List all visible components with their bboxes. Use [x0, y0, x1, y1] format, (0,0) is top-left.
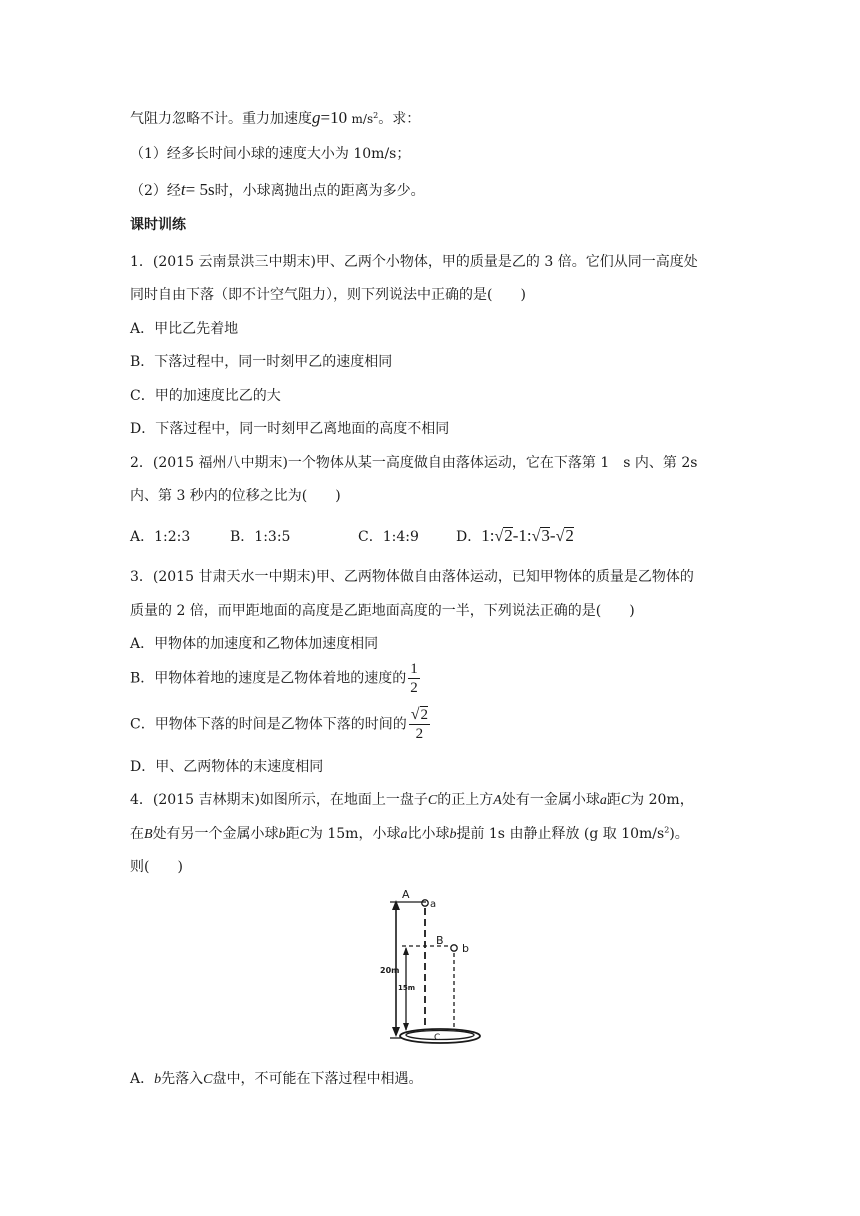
- problem-1-line-1: 1．(2015 云南景洪三中期末)甲、乙两个小物体，甲的质量是乙的 3 倍。它们从同一高度处: [130, 254, 698, 270]
- question-2: （2）经t= 5s时，小球离抛出点的距离为多少。: [130, 180, 425, 199]
- fraction-one-half: $\frac{1}{2}$: [410, 661, 418, 696]
- label-a: a: [430, 899, 437, 910]
- ball-b-icon: [451, 945, 457, 951]
- problem-2-option-c: C．1:4:9: [358, 529, 419, 545]
- falling-balls-figure: [376, 880, 496, 1060]
- problem-1-line-2: 同时自由下落（即不计空气阻力），则下列说法中正确的是( ): [130, 287, 526, 303]
- label-A: A: [402, 888, 410, 901]
- intro-line-1: 气阻力忽略不计。重力加速度g=10 $m/s^2$。求：: [130, 108, 421, 127]
- fraction-root2-over-2: $\frac{√2}{2}$: [410, 706, 428, 742]
- problem-1-option-a: A．甲比乙先着地: [130, 321, 239, 337]
- label-C: C: [434, 1033, 441, 1043]
- problem-3-option-c: C．甲物体下落的时间是乙物体下落的时间的 $\frac{√2}{2}$: [130, 706, 428, 742]
- problem-3-option-a: A．甲物体的加速度和乙物体加速度相同: [130, 636, 379, 652]
- label-15m: 15m: [398, 984, 416, 992]
- problem-2-option-d: D．1:√2-1:√3-√2: [456, 526, 574, 545]
- problem-2-option-a: A．1:2:3: [130, 529, 191, 545]
- problem-1-option-b: B．下落过程中，同一时刻甲乙的速度相同: [130, 354, 393, 370]
- problem-4-line-3: 则( ): [130, 859, 183, 875]
- problem-4-line-1: 4．(2015 吉林期末)如图所示，在地面上一盘子C的正上方A处有一金属小球a距C为 20m，: [130, 792, 694, 808]
- label-20m: 20m: [380, 966, 400, 975]
- section-title: 课时训练: [130, 217, 186, 233]
- ball-a-icon: [422, 900, 428, 906]
- problem-3-option-d: D．甲、乙两物体的末速度相同: [130, 759, 324, 775]
- problem-3-option-b: B．甲物体着地的速度是乙物体着地的速度的 $\frac{1}{2}$: [130, 661, 418, 696]
- problem-3-line-1: 3．(2015 甘肃天水一中期末)甲、乙两物体做自由落体运动，已知甲物体的质量是乙物体的: [130, 569, 694, 585]
- problem-2-option-b: B．1:3:5: [230, 529, 291, 545]
- problem-1-option-c: C．甲的加速度比乙的大: [130, 388, 281, 404]
- question-1: （1）经多长时间小球的速度大小为 10m/s；: [130, 146, 411, 162]
- problem-3-line-2: 质量的 2 倍，而甲距地面的高度是乙距地面高度的一半，下列说法正确的是( ): [130, 603, 635, 619]
- problem-1-option-d: D．下落过程中，同一时刻甲乙离地面的高度不相同: [130, 421, 450, 437]
- label-b: b: [462, 942, 469, 955]
- problem-2-line-2: 内、第 3 秒内的位移之比为( ): [130, 488, 341, 504]
- problem-4-line-2: 在B处有另一个金属小球b距C为 15m，小球a比小球b提前 1s 由静止释放 (g 取 $10m/s^2$)。: [130, 825, 689, 842]
- problem-2-line-1: 2．(2015 福州八中期末)一个物体从某一高度做自由落体运动，它在下落第 1 s 内、第 2s: [130, 455, 698, 471]
- problem-4-option-a: A．b先落入C盘中，不可能在下落过程中相遇。: [130, 1071, 423, 1087]
- problem-2-options: [130, 526, 574, 547]
- label-B: B: [436, 934, 444, 947]
